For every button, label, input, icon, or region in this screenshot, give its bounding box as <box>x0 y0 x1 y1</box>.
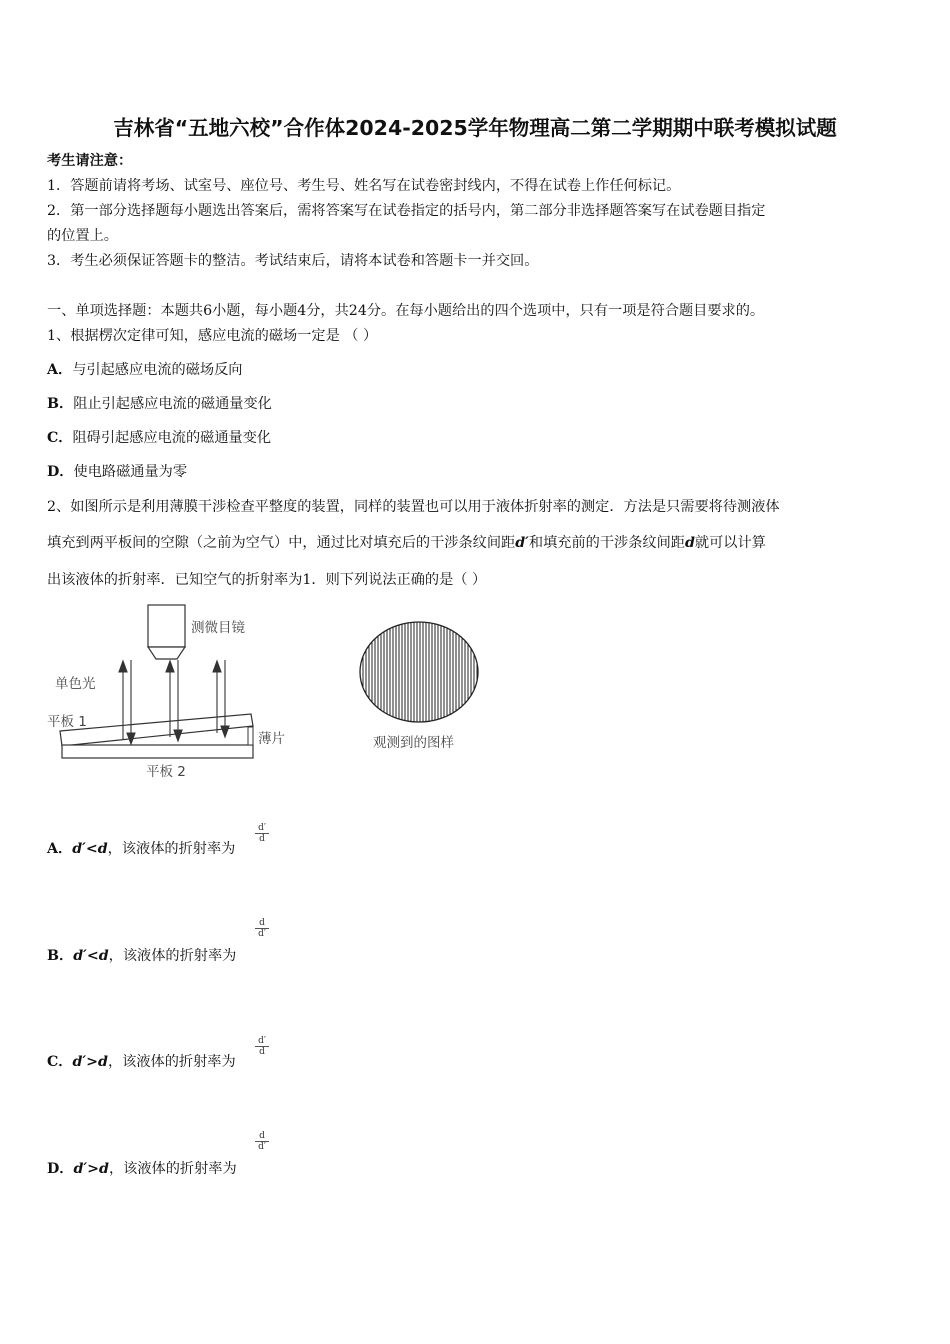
notice-item-2: 2．第一部分选择题每小题选出答案后，需将答案写在试卷指定的括号内，第二部分非选择题答案写在试卷题目指定 <box>47 203 766 219</box>
q2-stem-line1: 2、如图所示是利用薄膜干涉检查平整度的装置，同样的装置也可以用于液体折射率的测定．方法是只需要将待测液体 <box>47 499 780 515</box>
film-label: 薄片 <box>258 731 285 747</box>
option-text: 使电路磁通量为零 <box>73 464 188 480</box>
option-text: 与引起感应电流的磁场反向 <box>72 362 243 378</box>
q2-option-d[interactable]: D．d′>d，该液体的折射率为 <box>47 1161 237 1177</box>
thin-film-apparatus-figure <box>45 600 305 785</box>
q1-stem: 1、根据楞次定律可知，感应电流的磁场一定是 （ ） <box>47 328 378 344</box>
option-label: C． <box>47 430 73 446</box>
notice-heading: 考生请注意： <box>47 153 133 169</box>
q1-option-d[interactable] <box>47 462 187 482</box>
notice-item-2-cont: 的位置上。 <box>47 228 118 244</box>
eyepiece-body <box>148 605 185 647</box>
q2-option-c-fraction: $\frac{d'}{d}$ <box>255 1036 269 1057</box>
q2-stem-line3: 出该液体的折射率．已知空气的折射率为1．则下列说法正确的是（ ） <box>47 572 487 588</box>
q1-option-a[interactable] <box>47 360 242 380</box>
q1-option-b[interactable] <box>47 394 272 414</box>
q2-option-b-fraction: $\frac{d}{d'}$ <box>255 918 269 939</box>
q2-option-a[interactable]: A．d′<d，该液体的折射率为 <box>47 841 236 857</box>
q2-stem-line2: 填充到两平板间的空隙（之前为空气）中，通过比对填充后的干涉条纹间距d′和填充前的干涉条纹间距d就可以计算 <box>47 535 766 551</box>
option-label: D． <box>47 464 74 480</box>
thin-sheet <box>248 727 253 745</box>
plate1-label: 平板 1 <box>47 714 87 730</box>
section-heading: 一、单项选择题：本题共6小题，每小题4分，共24分。在每小题给出的四个选项中，只有一项是符合题目要求的。 <box>47 303 765 319</box>
option-label: B． <box>47 396 74 412</box>
option-text: 阻碍引起感应电流的磁通量变化 <box>72 430 272 446</box>
option-label: A． <box>47 362 73 378</box>
notice-item-1: 1．答题前请将考场、试室号、座位号、考生号、姓名写在试卷密封线内，不得在试卷上作任何标记。 <box>47 178 681 194</box>
eyepiece-lens <box>148 647 185 659</box>
option-text: 阻止引起感应电流的磁通量变化 <box>73 396 272 412</box>
q2-option-d-fraction: $\frac{d}{d'}$ <box>255 1131 269 1152</box>
q2-option-c[interactable]: C．d′>d，该液体的折射率为 <box>47 1054 236 1070</box>
plate-2 <box>62 745 253 758</box>
q2-option-a-fraction: $\frac{d'}{d}$ <box>255 823 269 844</box>
observed-label: 观测到的图样 <box>373 735 454 751</box>
observed-pattern-figure <box>355 620 485 755</box>
eyepiece-label: 测微目镜 <box>191 620 245 636</box>
q1-option-c[interactable] <box>47 428 271 448</box>
page-title: 吉林省“五地六校”合作体2024-2025学年物理高二第二学期期中联考模拟试题 <box>113 116 837 140</box>
notice-item-3: 3．考生必须保证答题卡的整洁。考试结束后，请将本试卷和答题卡一并交回。 <box>47 253 539 269</box>
light-label: 单色光 <box>55 676 96 692</box>
plate2-label: 平板 2 <box>146 764 186 780</box>
q2-option-b[interactable]: B．d′<d，该液体的折射率为 <box>47 948 237 964</box>
